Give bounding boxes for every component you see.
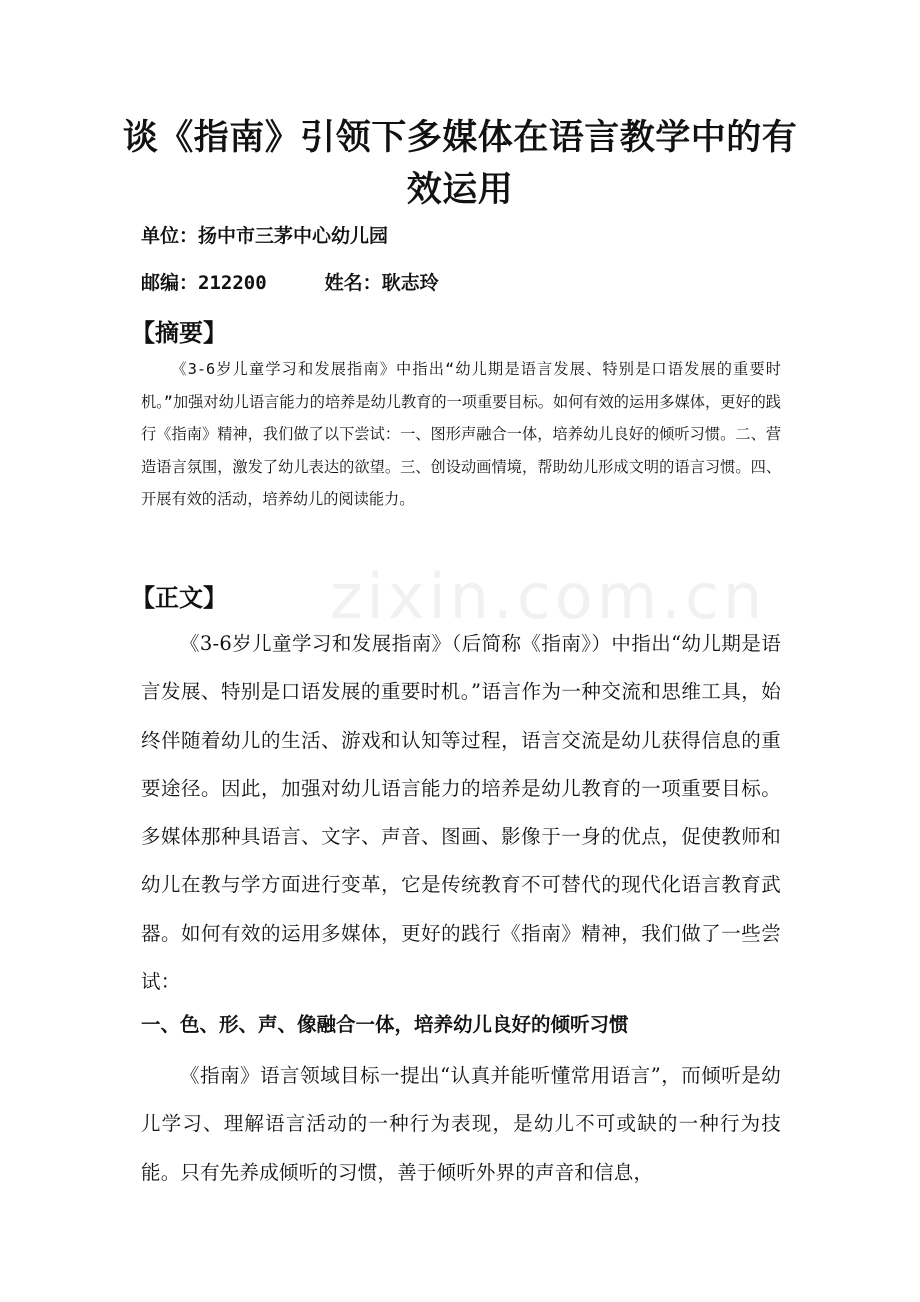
watermark: zixin.com.cn bbox=[330, 560, 767, 633]
author-info-line bbox=[141, 268, 439, 295]
body-heading: 【正文】 bbox=[131, 584, 227, 612]
author-unit: 单位：扬中市三茅中心幼儿园 bbox=[141, 225, 389, 247]
section-1-paragraph: 《指南》语言领域目标一提出“认真并能听懂常用语言”，而倾听是幼儿学习、理解语言活动的一种行为表现，是幼儿不可或缺的一种行为技能。只有先养成倾听的习惯，善于倾听外界的声音和信息， bbox=[141, 1064, 781, 1184]
section-1-heading: 一、色、形、声、像融合一体，培养幼儿良好的倾听习惯 bbox=[141, 1013, 629, 1036]
abstract-text: 《3-6岁儿童学习和发展指南》中指出“幼儿期是语言发展、特别是口语发展的重要时机。”加强对幼儿语言能力的培养是幼儿教育的一项重要目标。如何有效的运用多媒体，更好的践行《指南》精神，我们做了以下尝试：一、图形声融合一体，培养幼儿良好的倾听习惯。二、营造语言氛围，激发了幼儿表达的欲望。三、创设动画情境，帮助幼儿形成文明的语言习惯。四、开展有效的活动，培养幼儿的阅读能力。 bbox=[141, 360, 781, 508]
document-title: 谈《指南》引领下多媒体在语言教学中的有效运用 bbox=[122, 118, 798, 210]
postcode: 邮编：212200 bbox=[141, 272, 267, 294]
body-paragraph-1: 《3-6岁儿童学习和发展指南》（后简称《指南》）中指出“幼儿期是语言发展、特别是口语发展的重要时机。”语言作为一种交流和思维工具，始终伴随着幼儿的生活、游戏和认知等过程，语言交流是幼儿获得信息的重要途径。因此，加强对幼儿语言能力的培养是幼儿教育的一项重要目标。多媒体那种具语言、文字、声音、图画、影像于一身的优点，促使教师和幼儿在教与学方面进行变革，它是传统教育不可替代的现代化语言教育武器。如何有效的运用多媒体，更好的践行《指南》精神，我们做了一些尝试： bbox=[141, 632, 781, 994]
abstract-heading: 【摘要】 bbox=[131, 319, 227, 347]
author-name: 姓名：耿志玲 bbox=[324, 272, 439, 294]
